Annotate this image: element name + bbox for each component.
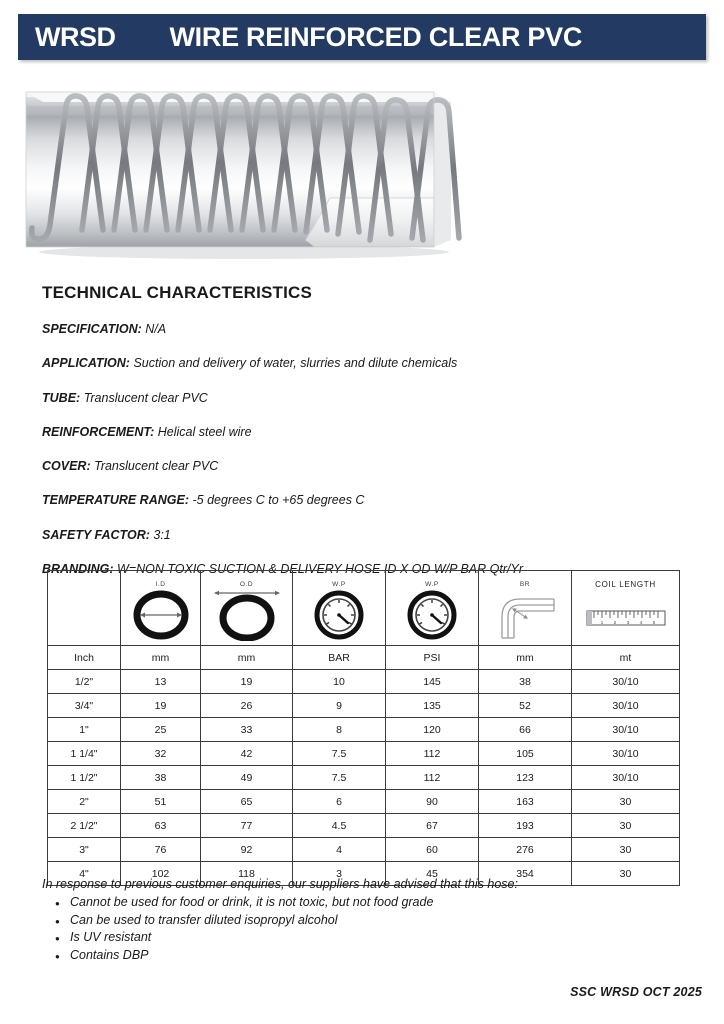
cell-wp-psi: 145 — [386, 670, 479, 694]
table-row — [48, 742, 680, 766]
inner-diameter-ring-icon — [121, 589, 200, 641]
cell-coil-length: 30/10 — [572, 670, 680, 694]
unit-header-cell: mt — [572, 646, 680, 670]
notes-list — [42, 894, 702, 964]
cell-od-mm: 65 — [201, 790, 293, 814]
spec-key: APPLICATION: — [42, 356, 130, 371]
unit-header-cell: mm — [479, 646, 572, 670]
cell-wp-bar: 7.5 — [293, 742, 386, 766]
cell-size: 1/2" — [48, 670, 121, 694]
icon-label: COIL LENGTH — [595, 580, 656, 589]
cell-wp-bar: 7.5 — [293, 766, 386, 790]
cell-br-mm: 276 — [479, 838, 572, 862]
spec-key: TUBE: — [42, 390, 81, 405]
spec-value: -5 degrees C to +65 degrees C — [192, 493, 365, 508]
list-item: ● Cannot be used for food or drink, it is not toxic, but not food grade — [70, 894, 702, 912]
cell-wp-bar: 3 — [293, 862, 386, 886]
list-item: ● Can be used to transfer diluted isopropyl alcohol — [70, 912, 702, 930]
cell-coil-length: 30 — [572, 838, 680, 862]
svg-text:1: 1 — [600, 620, 603, 625]
cell-coil-length: 30 — [572, 814, 680, 838]
table-row — [48, 694, 680, 718]
spec-row-reinforcement — [42, 425, 702, 439]
unit-header-cell: mm — [121, 646, 201, 670]
header-cell-inner-diameter — [121, 571, 201, 646]
spec-value: Translucent clear PVC — [94, 459, 219, 474]
cell-coil-length: 30/10 — [572, 718, 680, 742]
unit-header-cell: PSI — [386, 646, 479, 670]
cell-od-mm: 77 — [201, 814, 293, 838]
table-icon-header-row — [48, 571, 680, 646]
dimensions-table — [47, 570, 680, 886]
cell-wp-psi: 112 — [386, 766, 479, 790]
table-unit-header-row — [48, 646, 680, 670]
table-row — [48, 838, 680, 862]
spec-value: W=NON TOXIC SUCTION & DELIVERY HOSE ID X OD W/P BAR Qtr/Yr — [117, 562, 523, 577]
cell-od-mm: 33 — [201, 718, 293, 742]
list-item: ● Is UV resistant — [70, 929, 702, 947]
spec-value: Helical steel wire — [157, 424, 252, 439]
ruler-icon — [572, 590, 679, 642]
cell-wp-psi: 45 — [386, 862, 479, 886]
spec-row-specification — [42, 322, 702, 336]
cell-wp-psi: 120 — [386, 718, 479, 742]
product-photo — [14, 80, 512, 263]
pressure-gauge-icon — [293, 589, 385, 641]
svg-text:5: 5 — [652, 620, 655, 625]
customer-notes — [42, 877, 702, 964]
table-row — [48, 814, 680, 838]
cell-size: 2" — [48, 790, 121, 814]
cell-coil-length: 30/10 — [572, 766, 680, 790]
cell-coil-length: 30/10 — [572, 694, 680, 718]
cell-id-mm: 13 — [121, 670, 201, 694]
outer-diameter-ring-icon — [201, 589, 292, 641]
cell-size: 2 1/2" — [48, 814, 121, 838]
cell-wp-bar: 9 — [293, 694, 386, 718]
table-row — [48, 766, 680, 790]
document-footer-reference: SSC WRSD OCT 2025 — [570, 985, 702, 999]
header-cell-working-pressure-bar — [293, 571, 386, 646]
cell-br-mm: 105 — [479, 742, 572, 766]
table-row — [48, 790, 680, 814]
spec-value: 3:1 — [153, 527, 171, 542]
spec-row-cover — [42, 459, 702, 473]
cell-wp-bar: 6 — [293, 790, 386, 814]
spec-row-tube — [42, 391, 702, 405]
spec-row-application — [42, 356, 702, 370]
table-row — [48, 718, 680, 742]
icon-label: O.D — [239, 581, 254, 588]
header-cell-working-pressure-psi — [386, 571, 479, 646]
page-title: WIRE REINFORCED CLEAR PVC — [169, 21, 583, 52]
cell-wp-psi: 90 — [386, 790, 479, 814]
cell-br-mm: 123 — [479, 766, 572, 790]
cell-wp-bar: 4 — [293, 838, 386, 862]
cell-wp-psi: 112 — [386, 742, 479, 766]
spec-key: REINFORCEMENT: — [42, 424, 155, 439]
icon-label: BR — [519, 581, 531, 588]
pressure-gauge-icon — [386, 589, 478, 641]
cell-od-mm: 92 — [201, 838, 293, 862]
header-cell-coil-length — [572, 571, 680, 646]
section-title: TECHNICAL CHARACTERISTICS — [42, 283, 313, 302]
cell-id-mm: 25 — [121, 718, 201, 742]
cell-id-mm: 63 — [121, 814, 201, 838]
spec-value: N/A — [145, 322, 167, 336]
cell-wp-bar: 4.5 — [293, 814, 386, 838]
page-header-banner — [18, 14, 706, 60]
svg-text:4: 4 — [639, 620, 642, 625]
spec-key: SAFETY FACTOR: — [42, 527, 150, 542]
cell-br-mm: 52 — [479, 694, 572, 718]
cell-id-mm: 38 — [121, 766, 201, 790]
cell-od-mm: 42 — [201, 742, 293, 766]
cell-size: 4" — [48, 862, 121, 886]
spec-key: COVER: — [42, 459, 91, 474]
cell-wp-psi: 135 — [386, 694, 479, 718]
cell-id-mm: 32 — [121, 742, 201, 766]
cell-br-mm: 66 — [479, 718, 572, 742]
cell-coil-length: 30 — [572, 790, 680, 814]
cell-br-mm: 193 — [479, 814, 572, 838]
cell-size: 3" — [48, 838, 121, 862]
cell-wp-psi: 60 — [386, 838, 479, 862]
list-item: ● Contains DBP — [70, 947, 702, 965]
cell-od-mm: 118 — [201, 862, 293, 886]
cell-od-mm: 49 — [201, 766, 293, 790]
cell-id-mm: 51 — [121, 790, 201, 814]
brand-code: WRSD — [35, 21, 116, 52]
header-cell-blank — [48, 571, 121, 646]
spec-row-temperature-range — [42, 493, 702, 507]
header-cell-bend-radius — [479, 571, 572, 646]
spec-key: BRANDING: — [42, 562, 114, 577]
svg-text:3: 3 — [626, 620, 629, 625]
cell-coil-length: 30/10 — [572, 742, 680, 766]
cell-id-mm: 102 — [121, 862, 201, 886]
header-cell-outer-diameter — [201, 571, 293, 646]
unit-header-cell: Inch — [48, 646, 121, 670]
table-row — [48, 670, 680, 694]
cell-br-mm: 38 — [479, 670, 572, 694]
spec-key: TEMPERATURE RANGE: — [42, 493, 189, 508]
cell-br-mm: 354 — [479, 862, 572, 886]
svg-text:2: 2 — [613, 620, 616, 625]
notes-intro: In response to previous customer enquiries, our suppliers have advised that this hose: — [42, 877, 518, 891]
icon-label: I.D — [155, 581, 166, 588]
cell-coil-length: 30 — [572, 862, 680, 886]
cell-size: 3/4" — [48, 694, 121, 718]
spec-row-safety-factor — [42, 528, 702, 542]
cell-wp-psi: 67 — [386, 814, 479, 838]
cell-size: 1 1/4" — [48, 742, 121, 766]
technical-spec-list — [42, 322, 702, 596]
cell-od-mm: 26 — [201, 694, 293, 718]
cell-id-mm: 19 — [121, 694, 201, 718]
spec-value: Suction and delivery of water, slurries and dilute chemicals — [133, 356, 458, 371]
cell-od-mm: 19 — [201, 670, 293, 694]
cell-wp-bar: 8 — [293, 718, 386, 742]
spec-value: Translucent clear PVC — [83, 390, 208, 405]
cell-wp-bar: 10 — [293, 670, 386, 694]
bend-radius-icon — [479, 589, 571, 641]
cell-br-mm: 163 — [479, 790, 572, 814]
cell-size: 1 1/2" — [48, 766, 121, 790]
icon-label: W.P — [332, 581, 346, 588]
spec-key: SPECIFICATION: — [42, 322, 142, 336]
cell-size: 1" — [48, 718, 121, 742]
cell-id-mm: 76 — [121, 838, 201, 862]
unit-header-cell: BAR — [293, 646, 386, 670]
unit-header-cell: mm — [201, 646, 293, 670]
icon-label: W.P — [425, 581, 439, 588]
